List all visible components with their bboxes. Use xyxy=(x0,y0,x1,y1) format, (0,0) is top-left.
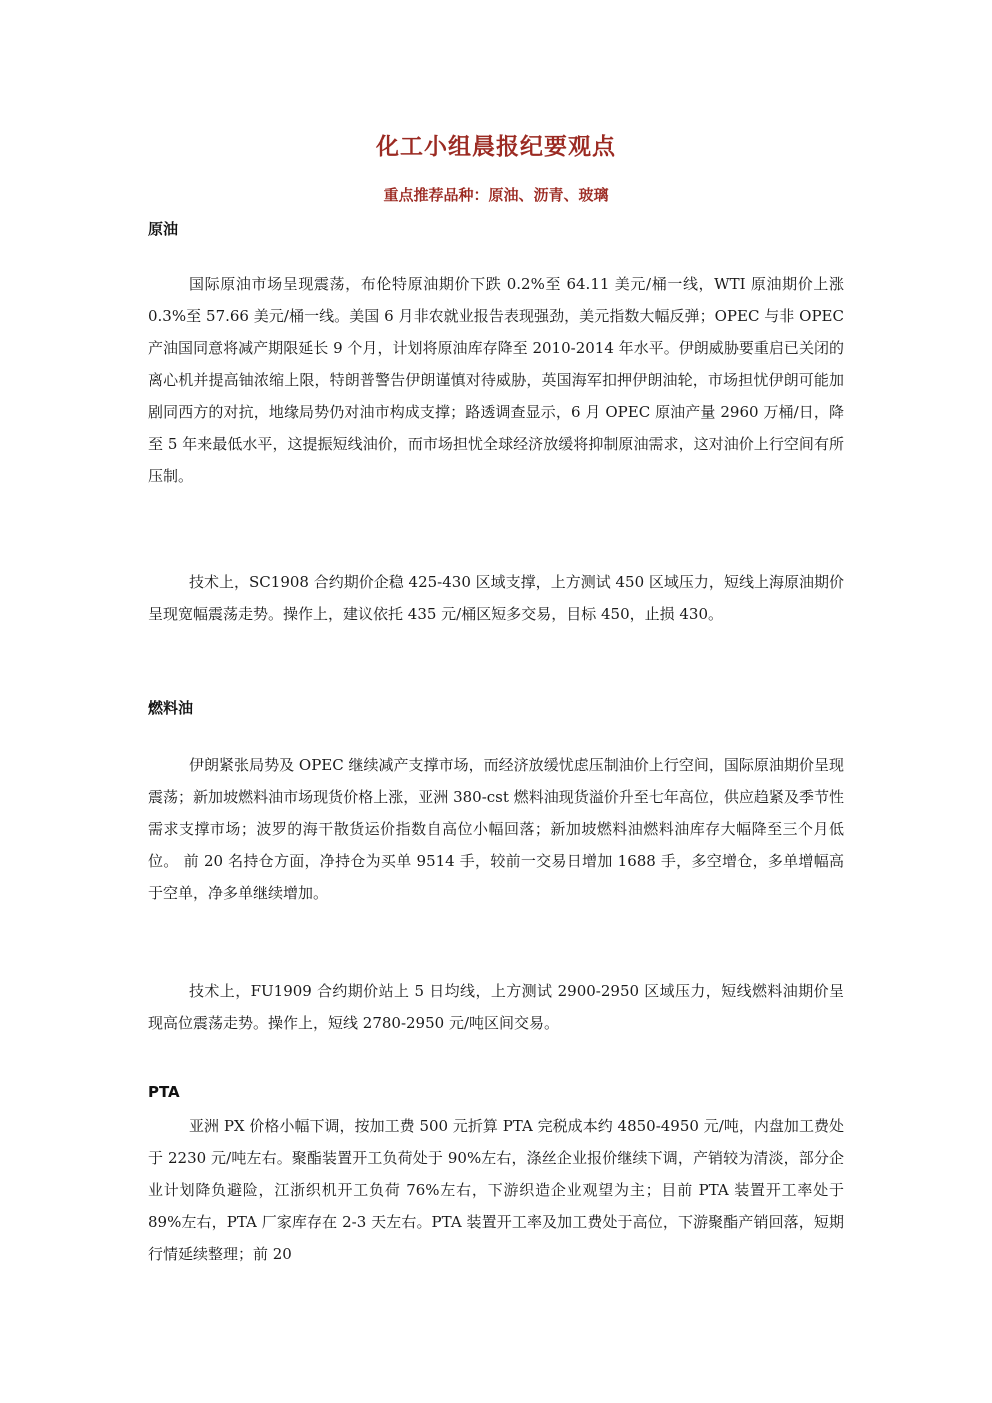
section-heading-fuel-oil: 燃料油 xyxy=(148,699,194,717)
paragraph-crude-oil-technical: 技术上，SC1908 合约期价企稳 425-430 区域支撑，上方测试 450 区域压力，短线上海原油期价呈现宽幅震荡走势。操作上，建议依托 435 元/桶区短多交易，目标 450，止损 430。 xyxy=(148,573,844,623)
paragraph-fuel-oil-technical: 技术上，FU1909 合约期价站上 5 日均线，上方测试 2900-2950 区域压力，短线燃料油期价呈现高位震荡走势。操作上，短线 2780-2950 元/吨区间交易。 xyxy=(148,982,844,1032)
paragraph-pta-market: 亚洲 PX 价格小幅下调，按加工费 500 元折算 PTA 完税成本约 4850-4950 元/吨，内盘加工费处于 2230 元/吨左右。聚酯装置开工负荷处于 90%左右，涤丝企业报价继续下调，产销较为清淡，部分企业计划降负避险，江浙织机开工负荷 76%左右，下游织造企业观望为主；目前 PTA 装置开工率处于 89%左右，PTA 厂家库存在 2-3 天左右。PTA 装置开工率及加工费处于高位，下游聚酯产销回落，短期行情延续整理；前 20 xyxy=(148,1117,844,1263)
paragraph-fuel-oil-market: 伊朗紧张局势及 OPEC 继续减产支撑市场，而经济放缓忧虑压制油价上行空间，国际原油期价呈现震荡；新加坡燃料油市场现货价格上涨，亚洲 380-cst 燃料油现货溢价升至七年高位，供应趋紧及季节性需求支撑市场；波罗的海干散货运价指数自高位小幅回落；新加坡燃料油燃料油库存大幅降至三个月低位。 前 20 名持仓方面，净持仓为买单 9514 手，较前一交易日增加 1688 手，多空增仓，多单增幅高于空单，净多单继续增加。 xyxy=(148,756,844,902)
document-title: 化工小组晨报纪要观点 xyxy=(376,134,616,160)
paragraph-crude-oil-market: 国际原油市场呈现震荡，布伦特原油期价下跌 0.2%至 64.11 美元/桶一线，WTI 原油期价上涨 0.3%至 57.66 美元/桶一线。美国 6 月非农就业报告表现强劲，美元指数大幅反弹；OPEC 与非 OPEC 产油国同意将减产期限延长 9 个月，计划将原油库存降至 2010-2014 年水平。伊朗威胁要重启已关闭的离心机并提高铀浓缩上限，特朗普警告伊朗谨慎对待威胁，英国海军扣押伊朗油轮，市场担忧伊朗可能加剧同西方的对抗，地缘局势仍对油市构成支撑；路透调查显示，6 月 OPEC 原油产量 2960 万桶/日，降至 5 年来最低水平，这提振短线油价，而市场担忧全球经济放缓将抑制原油需求，这对油价上行空间有所压制。 xyxy=(148,275,844,485)
section-heading-crude-oil: 原油 xyxy=(148,220,179,238)
document-subtitle: 重点推荐品种：原油、沥青、玻璃 xyxy=(383,186,609,204)
section-heading-pta: PTA xyxy=(148,1083,180,1101)
